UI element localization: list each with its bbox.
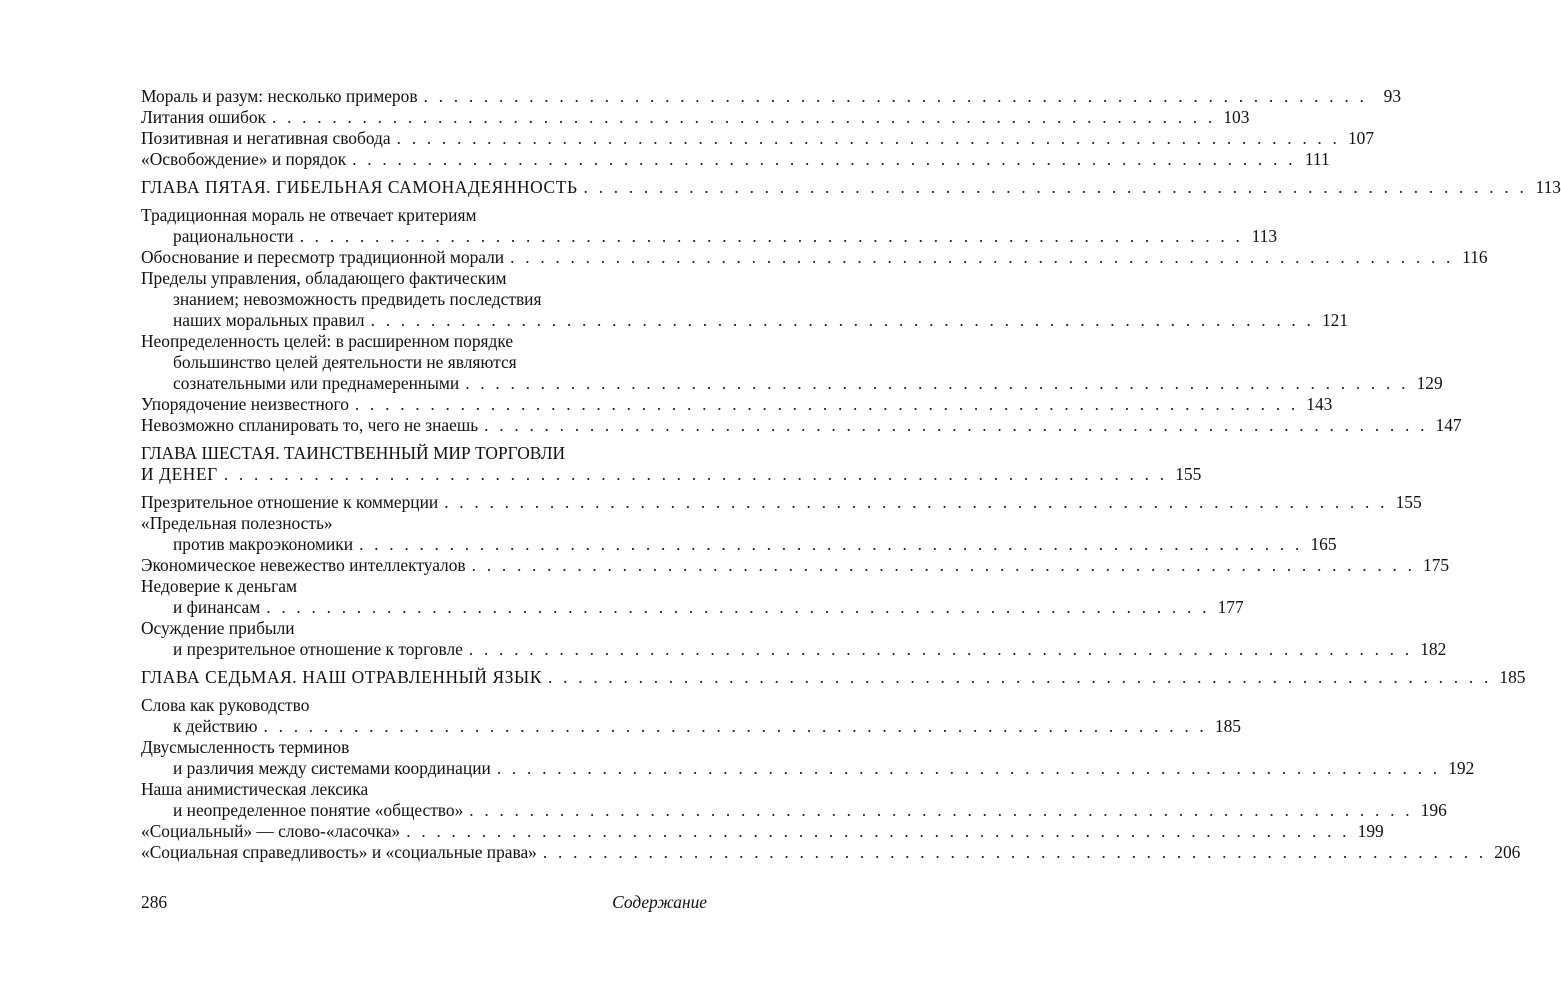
toc-entry-leader-line [141, 716, 1241, 737]
toc-entry-title: против макроэкономики [173, 534, 354, 554]
toc-entry-title: и финансам [173, 597, 261, 617]
toc-entry-leader-line [141, 639, 1447, 660]
toc-page-number: 111 [1304, 149, 1330, 169]
toc-entry-leader-line [141, 107, 1250, 128]
toc-entry-leader-line [141, 800, 1447, 821]
toc-page-number: 143 [1306, 394, 1333, 414]
toc-entry-title: Обоснование и пересмотр традиционной морали [141, 247, 505, 267]
toc-page-number: 185 [1499, 667, 1526, 687]
page-footer [141, 892, 707, 913]
toc-entry-leader-line [141, 247, 1488, 268]
toc-entry-leader-line [141, 464, 1202, 485]
toc-entry-title: рациональности [173, 226, 294, 246]
toc-entry-leader-line [141, 821, 1384, 842]
toc-entry-title: и неопределенное понятие «общество» [173, 800, 464, 820]
toc-entry [141, 86, 1402, 107]
toc-entry-title-line: Осуждение прибыли [141, 618, 295, 638]
toc-entry-title: и презрительное отношение к торговле [173, 639, 463, 659]
toc-entry-title-line: большинство целей деятельности не являются [173, 352, 517, 372]
toc-entry-leader-line [141, 492, 1422, 513]
toc-page-number: 155 [1175, 464, 1202, 484]
toc-page-number: 199 [1357, 821, 1384, 841]
toc-page-number: 129 [1416, 373, 1443, 393]
dot-leader: . . . . . . . . . . . . . . . . . . . . . . . . . . . . . . . . . . . . . . . . . . . . . . . . . . . . . . . . . . . . . . . [223, 464, 1168, 484]
toc-entry-title-line: «Предельная полезность» [141, 513, 333, 533]
toc-entry-title: к действию [173, 716, 258, 736]
toc-entry [141, 128, 1375, 149]
toc-entry-leader-line [141, 128, 1375, 149]
dot-leader: . . . . . . . . . . . . . . . . . . . . . . . . . . . . . . . . . . . . . . . . . . . . . . . . . . . . . . . . . . . . . . . [266, 597, 1210, 617]
toc-page-number: 192 [1448, 758, 1475, 778]
dot-leader: . . . . . . . . . . . . . . . . . . . . . . . . . . . . . . . . . . . . . . . . . . . . . . . . . . . . . . . . . . . . . . . [465, 373, 1409, 393]
toc-entry-title: Литания ошибок [141, 107, 266, 127]
dot-leader: . . . . . . . . . . . . . . . . . . . . . . . . . . . . . . . . . . . . . . . . . . . . . . . . . . . . . . . . . . . . . . . [263, 716, 1207, 736]
toc-page-number: 182 [1420, 639, 1447, 659]
toc-entry [141, 555, 1450, 576]
toc-entry-title: Мораль и разум: несколько примеров [141, 86, 418, 106]
toc-entry-title-line: ГЛАВА ШЕСТАЯ. ТАИНСТВЕННЫЙ МИР ТОРГОВЛИ [141, 443, 566, 463]
toc-entry-title: И ДЕНЕГ [141, 464, 218, 484]
toc-entry [141, 779, 1447, 821]
toc-page-number: 113 [1251, 226, 1278, 246]
dot-leader: . . . . . . . . . . . . . . . . . . . . . . . . . . . . . . . . . . . . . . . . . . . . . . . . . . . . . . . . . . . . . . . [471, 555, 1416, 575]
dot-leader: . . . . . . . . . . . . . . . . . . . . . . . . . . . . . . . . . . . . . . . . . . . . . . . . . . . . . . . . . . . . . . . [444, 492, 1388, 512]
dot-leader: . . . . . . . . . . . . . . . . . . . . . . . . . . . . . . . . . . . . . . . . . . . . . . . . . . . . . . . . . . . . . . . [271, 107, 1216, 127]
toc-entry-leader-line [141, 555, 1450, 576]
toc-entry-leader-line [141, 394, 1333, 415]
dot-leader: . . . . . . . . . . . . . . . . . . . . . . . . . . . . . . . . . . . . . . . . . . . . . . . . . . . . . . . . . . . . . . . [484, 415, 1428, 435]
toc-entry [141, 107, 1250, 128]
dot-leader: . . . . . . . . . . . . . . . . . . . . . . . . . . . . . . . . . . . . . . . . . . . . . . . . . . . . . . . . . . . . . . . [548, 667, 1492, 687]
toc-page-number: 116 [1462, 247, 1488, 267]
toc-entry-leader-line [141, 758, 1475, 779]
toc-entry-leader-line [141, 310, 1349, 331]
toc-entry [141, 695, 1241, 737]
footer-section-title: Содержание [612, 892, 707, 912]
toc-entry-title-line: Недоверие к деньгам [141, 576, 297, 596]
toc-entry [141, 268, 1349, 331]
dot-leader: . . . . . . . . . . . . . . . . . . . . . . . . . . . . . . . . . . . . . . . . . . . . . . . . . . . . . . . . . . . . . . . [496, 758, 1441, 778]
toc-entry-title: ГЛАВА ПЯТАЯ. ГИБЕЛЬНАЯ САМОНАДЕЯННОСТЬ [141, 177, 578, 197]
toc-entry [141, 205, 1278, 247]
toc-entry [141, 737, 1475, 779]
toc-entry-leader-line [141, 373, 1443, 394]
toc-page-number: 107 [1347, 128, 1375, 148]
toc-entry [141, 576, 1244, 618]
toc-chapter-entry [141, 667, 1526, 688]
toc-entry-title-line: Традиционная мораль не отвечает критериям [141, 205, 477, 225]
toc-page-number: 155 [1395, 492, 1422, 512]
toc-entry-leader-line [141, 86, 1402, 107]
toc-entry-leader-line [141, 667, 1526, 688]
toc-entry [141, 821, 1384, 842]
toc-entry [141, 513, 1337, 555]
toc-entry-title: и различия между системами координации [173, 758, 491, 778]
dot-leader: . . . . . . . . . . . . . . . . . . . . . . . . . . . . . . . . . . . . . . . . . . . . . . . . . . . . . . . . . . . . . . . [299, 226, 1244, 246]
toc-entry-leader-line [141, 177, 1561, 198]
toc-entry [141, 149, 1330, 170]
toc-entry-title-line: знанием; невозможность предвидеть последствия [173, 289, 542, 309]
toc-entry [141, 618, 1447, 660]
toc-entry-leader-line [141, 597, 1244, 618]
toc-entry-leader-line [141, 226, 1278, 247]
toc-page-number: 93 [1383, 86, 1402, 106]
toc-entry-title: «Освобождение» и порядок [141, 149, 347, 169]
dot-leader: . . . . . . . . . . . . . . . . . . . . . . . . . . . . . . . . . . . . . . . . . . . . . . . . . . . . . . . . . . . . . . . [352, 149, 1296, 169]
toc-entry-title: «Социальная справедливость» и «социальные права» [141, 842, 537, 862]
toc-entry-title: Позитивная и негативная свобода [141, 128, 391, 148]
toc-entry-title: наших моральных правил [173, 310, 365, 330]
toc-entry-title: Презрительное отношение к коммерции [141, 492, 439, 512]
toc-page-number: 121 [1321, 310, 1349, 330]
toc-chapter-entry [141, 177, 1561, 198]
toc-entry [141, 415, 1462, 436]
footer-page-number: 286 [141, 892, 168, 912]
toc-entry-title-line: Наша анимистическая лексика [141, 779, 369, 799]
toc-entry [141, 394, 1333, 415]
toc-entry [141, 492, 1422, 513]
toc-entry-title: «Социальный» — слово-«ласочка» [141, 821, 401, 841]
dot-leader: . . . . . . . . . . . . . . . . . . . . . . . . . . . . . . . . . . . . . . . . . . . . . . . . . . . . . . . . . . . . . . . [396, 128, 1341, 148]
toc-entry-title-line: Слова как руководство [141, 695, 310, 715]
dot-leader: . . . . . . . . . . . . . . . . . . . . . . . . . . . . . . . . . . . . . . . . . . . . . . . . . . . . . . . . . . . . . . . [469, 800, 1413, 820]
toc-entry-title: сознательными или преднамеренными [173, 373, 460, 393]
toc-entry-leader-line [141, 842, 1521, 863]
toc-page-number: 113 [1535, 177, 1561, 197]
toc-page-number: 165 [1310, 534, 1337, 554]
toc-entry-title-line: Неопределенность целей: в расширенном порядке [141, 331, 514, 351]
dot-leader: . . . . . . . . . . . . . . . . . . . . . . . . . . . . . . . . . . . . . . . . . . . . . . . . . . . . . . . . . . . . . . . [542, 842, 1487, 862]
toc-page-number: 177 [1217, 597, 1244, 617]
dot-leader: . . . . . . . . . . . . . . . . . . . . . . . . . . . . . . . . . . . . . . . . . . . . . . . . . . . . . . . . . . . . . . . [406, 821, 1350, 841]
toc-page-number: 196 [1420, 800, 1447, 820]
toc-entry-leader-line [141, 415, 1462, 436]
toc-entry [141, 842, 1521, 863]
toc-entry [141, 331, 1443, 394]
toc-chapter-entry [141, 443, 1202, 485]
dot-leader: . . . . . . . . . . . . . . . . . . . . . . . . . . . . . . . . . . . . . . . . . . . . . . . . . . . . . . . . . . . . . . . [354, 394, 1299, 414]
dot-leader: . . . . . . . . . . . . . . . . . . . . . . . . . . . . . . . . . . . . . . . . . . . . . . . . . . . . . . . . . . . . . . . [423, 86, 1368, 106]
toc-entry-title: ГЛАВА СЕДЬМАЯ. НАШ ОТРАВЛЕННЫЙ ЯЗЫК [141, 667, 543, 687]
dot-leader: . . . . . . . . . . . . . . . . . . . . . . . . . . . . . . . . . . . . . . . . . . . . . . . . . . . . . . . . . . . . . . . [370, 310, 1315, 330]
toc-page-number: 147 [1435, 415, 1462, 435]
toc-entry-leader-line [141, 149, 1330, 170]
toc-entry-leader-line [141, 534, 1337, 555]
toc-page-number: 175 [1423, 555, 1450, 575]
toc-page-number: 206 [1494, 842, 1521, 862]
toc-entry-title: Упорядочение неизвестного [141, 394, 349, 414]
table-of-contents [141, 86, 1561, 863]
toc-entry-title-line: Пределы управления, обладающего фактическим [141, 268, 507, 288]
toc-entry-title: Экономическое невежество интеллектуалов [141, 555, 466, 575]
toc-entry-title-line: Двусмысленность терминов [141, 737, 350, 757]
toc-page-number: 185 [1214, 716, 1241, 736]
toc-entry-title: Невозможно спланировать то, чего не знаешь [141, 415, 479, 435]
dot-leader: . . . . . . . . . . . . . . . . . . . . . . . . . . . . . . . . . . . . . . . . . . . . . . . . . . . . . . . . . . . . . . . [510, 247, 1454, 267]
dot-leader: . . . . . . . . . . . . . . . . . . . . . . . . . . . . . . . . . . . . . . . . . . . . . . . . . . . . . . . . . . . . . . . [583, 177, 1527, 197]
toc-page-number: 103 [1223, 107, 1250, 127]
toc-entry [141, 247, 1488, 268]
dot-leader: . . . . . . . . . . . . . . . . . . . . . . . . . . . . . . . . . . . . . . . . . . . . . . . . . . . . . . . . . . . . . . . [468, 639, 1413, 659]
dot-leader: . . . . . . . . . . . . . . . . . . . . . . . . . . . . . . . . . . . . . . . . . . . . . . . . . . . . . . . . . . . . . . . [359, 534, 1303, 554]
